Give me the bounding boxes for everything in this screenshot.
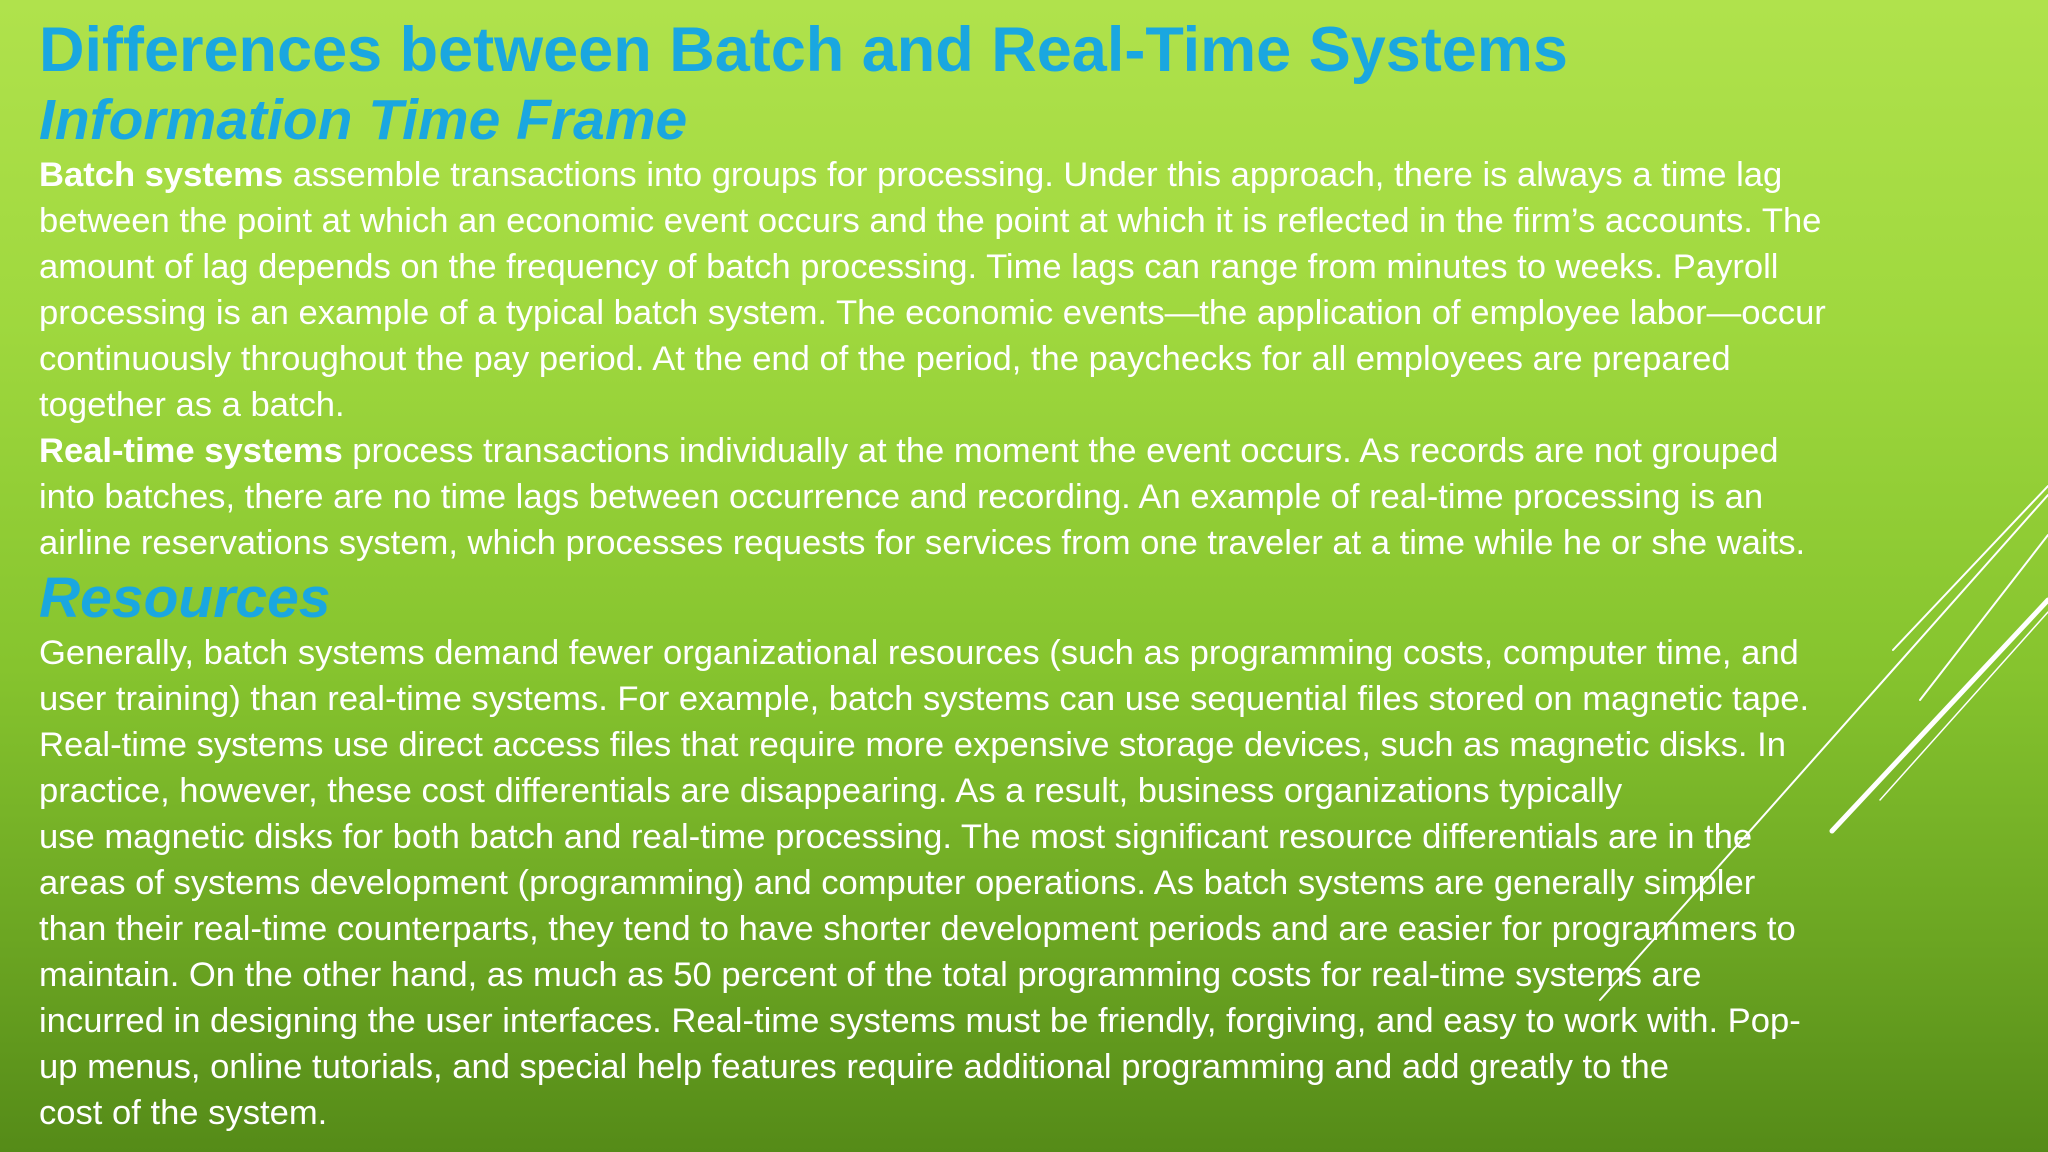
paragraph-line-text: assemble transactions into groups for processing. Under this approach, there is always a time lag <box>283 156 1783 194</box>
paragraph-line: processing is an example of a typical batch system. The economic events—the application of employee labor—occur <box>39 294 1826 332</box>
paragraph-line: continuously throughout the pay period. At the end of the period, the paychecks for all employees are prepared <box>39 340 1731 378</box>
term-real-time-systems: Real-time systems <box>39 432 343 470</box>
paragraph-line: Generally, batch systems demand fewer organizational resources (such as programming costs, computer time, and <box>39 634 1799 672</box>
paragraph-line: up menus, online tutorials, and special help features require additional programming and add greatly to the <box>39 1048 1670 1086</box>
paragraph-line: together as a batch. <box>39 386 345 424</box>
paragraph-real-time-systems <box>39 428 2029 566</box>
paragraph-line: use magnetic disks for both batch and real-time processing. The most significant resource differentials are in the <box>39 818 1753 856</box>
paragraph-line: than their real-time counterparts, they tend to have shorter development periods and are easier for programmers to <box>39 910 1796 948</box>
paragraph-line: Real-time systems use direct access files that require more expensive storage devices, such as magnetic disks. In <box>39 726 1786 764</box>
paragraph-line: maintain. On the other hand, as much as 50 percent of the total programming costs for real-time systems are <box>39 956 1702 994</box>
paragraph-line: practice, however, these cost differentials are disappearing. As a result, business organizations typically <box>39 772 1623 810</box>
paragraph-batch-systems <box>39 152 2029 428</box>
paragraph-line: incurred in designing the user interfaces. Real-time systems must be friendly, forgiving, and easy to work with. Pop- <box>39 1002 1801 1040</box>
paragraph-line: user training) than real-time systems. For example, batch systems can use sequential files stored on magnetic tape. <box>39 680 1810 718</box>
section-heading-resources: Resources <box>39 566 331 630</box>
paragraph-line: airline reservations system, which processes requests for services from one traveler at a time while he or she waits. <box>39 524 1806 562</box>
paragraph-line: amount of lag depends on the frequency of batch processing. Time lags can range from minutes to weeks. Payroll <box>39 248 1779 286</box>
slide-title: Differences between Batch and Real-Time Systems <box>39 15 1568 85</box>
paragraph-line: areas of systems development (programming) and computer operations. As batch systems are generally simpler <box>39 864 1756 902</box>
paragraph-line-text: process transactions individually at the moment the event occurs. As records are not grouped <box>342 432 1779 470</box>
paragraph-line <box>39 152 2029 198</box>
slide-content <box>39 12 2029 1136</box>
section-heading-information-time-frame: Information Time Frame <box>39 88 688 152</box>
paragraph-line: between the point at which an economic event occurs and the point at which it is reflected in the firm’s accounts. The <box>39 202 1822 240</box>
paragraph-resources <box>39 630 2029 1136</box>
paragraph-line: cost of the system. <box>39 1094 328 1132</box>
paragraph-line <box>39 428 2029 474</box>
paragraph-line: into batches, there are no time lags between occurrence and recording. An example of real-time processing is an <box>39 478 1764 516</box>
term-batch-systems: Batch systems <box>39 156 284 194</box>
